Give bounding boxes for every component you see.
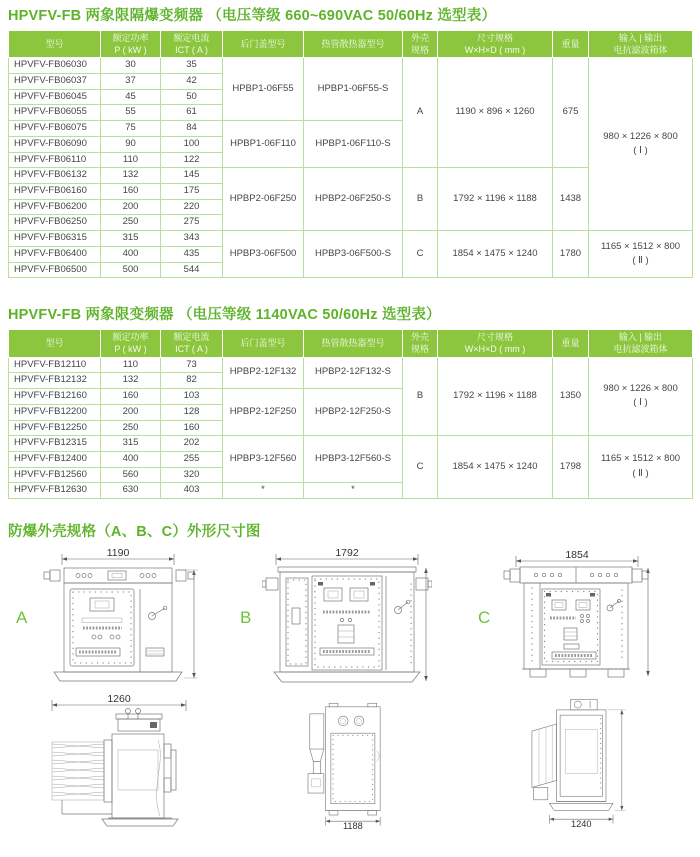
table-cell: 61 <box>161 105 223 121</box>
dimension-label: 1792 <box>335 548 359 560</box>
column-header: 额定电流 ICT ( A ) <box>161 31 223 58</box>
table-cell: HPVFV-FB12160 <box>9 389 101 405</box>
table-cell: 544 <box>161 262 223 278</box>
dimension-label: 1188 <box>342 821 363 831</box>
table-cell: HPBP2-06F250 <box>223 168 304 231</box>
table-cell: 1792 × 1196 × 1188 <box>438 357 553 436</box>
dimension-drawings <box>0 546 700 830</box>
table-cell: HPBP1-06F110-S <box>304 121 403 168</box>
column-header: 重量 <box>553 31 589 58</box>
table-cell: HPBP2-12F132-S <box>304 357 403 388</box>
table-cell: HPVFV-FB12315 <box>9 436 101 452</box>
table-cell: 100 <box>161 136 223 152</box>
table-cell: 200 <box>101 404 161 420</box>
table-cell: 82 <box>161 373 223 389</box>
table-cell: 1190 × 896 × 1260 <box>438 58 553 168</box>
enclosure-b-side-drawing <box>296 698 408 835</box>
table-row <box>9 231 693 247</box>
enclosure-c-front-drawing <box>498 550 653 690</box>
table-cell: 275 <box>161 215 223 231</box>
table-cell: HPBP1-06F55-S <box>304 58 403 121</box>
dimension-label: 1190 <box>106 548 130 560</box>
table-cell: HPBP2-06F250-S <box>304 168 403 231</box>
table-cell: HPBP3-12F560 <box>223 436 304 483</box>
table-cell: HPVFV-FB06030 <box>9 58 101 74</box>
table-cell: B <box>403 357 438 436</box>
table-cell: 103 <box>161 389 223 405</box>
table-cell: HPBP3-06F500-S <box>304 231 403 278</box>
column-header: 后门盖型号 <box>223 31 304 58</box>
figure-label-b: B <box>240 608 252 628</box>
table-cell: 255 <box>161 451 223 467</box>
table-cell: 250 <box>101 215 161 231</box>
table-cell: 160 <box>101 389 161 405</box>
table-row <box>9 436 693 452</box>
enclosure-c-side-drawing <box>512 694 640 833</box>
table-cell: HPVFV-FB06250 <box>9 215 101 231</box>
table-cell: 73 <box>161 357 223 373</box>
column-header: 型号 <box>9 330 101 357</box>
column-header: 额定功率 P ( kW ) <box>101 31 161 58</box>
table-cell: HPBP2-12F250 <box>223 389 304 436</box>
header-row <box>9 330 693 357</box>
table-cell: 1780 <box>553 231 589 278</box>
table-cell: 320 <box>161 467 223 483</box>
table-cell: C <box>403 231 438 278</box>
table-cell: HPVFV-FB12560 <box>9 467 101 483</box>
dimension-label: 1240 <box>571 819 592 829</box>
table-cell: 1792 × 1196 × 1188 <box>438 168 553 231</box>
table-cell: 37 <box>101 74 161 90</box>
table-cell: 315 <box>101 231 161 247</box>
table-cell: HPVFV-FB06500 <box>9 262 101 278</box>
dimension-label: 1854 <box>565 550 589 562</box>
table-cell: 315 <box>101 436 161 452</box>
column-header: 外壳 规格 <box>403 31 438 58</box>
table-cell: HPBP2-12F132 <box>223 357 304 388</box>
table-cell: 110 <box>101 357 161 373</box>
table-cell: 160 <box>101 184 161 200</box>
table-cell: HPVFV-FB12400 <box>9 451 101 467</box>
table-cell: 45 <box>101 89 161 105</box>
column-header: 重量 <box>553 330 589 357</box>
table-cell: 500 <box>101 262 161 278</box>
table-cell: 1798 <box>553 436 589 499</box>
table-cell: HPBP3-06F500 <box>223 231 304 278</box>
table-cell: HPVFV-FB06037 <box>9 74 101 90</box>
table-cell: 1854 × 1475 × 1240 <box>438 436 553 499</box>
column-header: 热管散热器型号 <box>304 330 403 357</box>
table-cell: 132 <box>101 168 161 184</box>
table-cell: HPBP1-06F55 <box>223 58 304 121</box>
table-cell: * <box>304 483 403 499</box>
table-cell: 1165 × 1512 × 800 ( Ⅱ ) <box>589 436 693 499</box>
table-cell: 400 <box>101 246 161 262</box>
table-cell: 75 <box>101 121 161 137</box>
table-cell: 560 <box>101 467 161 483</box>
table1-title: HPVFV-FB 两象限隔爆变频器 （电压等级 660~690VAC 50/60Hz 选型表） <box>8 8 497 24</box>
table-cell: 202 <box>161 436 223 452</box>
table-cell: 675 <box>553 58 589 168</box>
table-cell: 1438 <box>553 168 589 231</box>
table-cell: HPVFV-FB12200 <box>9 404 101 420</box>
table-cell: 50 <box>161 89 223 105</box>
table-cell: 1350 <box>553 357 589 436</box>
table-cell: HPVFV-FB06160 <box>9 184 101 200</box>
table-row <box>9 357 693 373</box>
dimension-label: 1260 <box>107 693 131 706</box>
table-cell: HPVFV-FB12132 <box>9 373 101 389</box>
column-header: 热管散热器型号 <box>304 31 403 58</box>
table-cell: 200 <box>101 199 161 215</box>
table-cell: HPVFV-FB06200 <box>9 199 101 215</box>
table-cell: 220 <box>161 199 223 215</box>
table-cell: 343 <box>161 231 223 247</box>
table-cell: 122 <box>161 152 223 168</box>
table-cell: 1165 × 1512 × 800 ( Ⅱ ) <box>589 231 693 278</box>
table-cell: HPVFV-FB06055 <box>9 105 101 121</box>
table-cell: 35 <box>161 58 223 74</box>
table-cell: 980 × 1226 × 800 ( Ⅰ ) <box>589 357 693 436</box>
table-cell: 110 <box>101 152 161 168</box>
table-cell: HPVFV-FB06045 <box>9 89 101 105</box>
enclosure-a-front-drawing <box>38 548 203 691</box>
table-cell: HPVFV-FB06400 <box>9 246 101 262</box>
table-cell: 1854 × 1475 × 1240 <box>438 231 553 278</box>
column-header: 后门盖型号 <box>223 330 304 357</box>
header-row <box>9 31 693 58</box>
table-cell: 403 <box>161 483 223 499</box>
table-cell: B <box>403 168 438 231</box>
table-cell: HPVFV-FB12110 <box>9 357 101 373</box>
figure-label-a: A <box>16 608 28 628</box>
table-cell: C <box>403 436 438 499</box>
table-cell: 630 <box>101 483 161 499</box>
table-cell: 55 <box>101 105 161 121</box>
enclosure-b-front-drawing <box>262 548 432 693</box>
table-cell: HPVFV-FB12250 <box>9 420 101 436</box>
table-cell: 980 × 1226 × 800 ( Ⅰ ) <box>589 58 693 231</box>
table-cell: * <box>223 483 304 499</box>
table-cell: 30 <box>101 58 161 74</box>
selection-table-660-690v <box>8 30 693 278</box>
table-cell: HPBP2-12F250-S <box>304 389 403 436</box>
drawings-section-title: 防爆外壳规格（A、B、C）外形尺寸图 <box>8 524 261 541</box>
column-header: 额定功率 P ( kW ) <box>101 330 161 357</box>
table2-title: HPVFV-FB 两象限变频器 （电压等级 1140VAC 50/60Hz 选型表） <box>8 307 441 324</box>
table-cell: 145 <box>161 168 223 184</box>
table-cell: HPVFV-FB06090 <box>9 136 101 152</box>
table-cell: 175 <box>161 184 223 200</box>
column-header: 尺寸规格 W×H×D ( mm ) <box>438 31 553 58</box>
table-cell: 128 <box>161 404 223 420</box>
table-cell: HPBP3-12F560-S <box>304 436 403 483</box>
table-cell: 435 <box>161 246 223 262</box>
table-cell: HPBP1-06F110 <box>223 121 304 168</box>
table-cell: 90 <box>101 136 161 152</box>
column-header: 额定电流 ICT ( A ) <box>161 330 223 357</box>
figure-label-c: C <box>478 608 491 628</box>
table-cell: HPVFV-FB06132 <box>9 168 101 184</box>
table-cell: 160 <box>161 420 223 436</box>
column-header: 尺寸规格 W×H×D ( mm ) <box>438 330 553 357</box>
table-cell: HPVFV-FB06110 <box>9 152 101 168</box>
column-header: 型号 <box>9 31 101 58</box>
table-row <box>9 58 693 74</box>
table-cell: 400 <box>101 451 161 467</box>
table-cell: A <box>403 58 438 168</box>
column-header: 输入 | 输出 电抗滤波箱体 <box>589 330 693 357</box>
table-cell: 132 <box>101 373 161 389</box>
table-cell: 84 <box>161 121 223 137</box>
column-header: 外壳 规格 <box>403 330 438 357</box>
selection-table-1140v <box>8 329 693 499</box>
enclosure-a-side-drawing <box>38 692 203 835</box>
table-cell: HPVFV-FB06315 <box>9 231 101 247</box>
column-header: 输入 | 输出 电抗滤波箱体 <box>589 31 693 58</box>
table-cell: 250 <box>101 420 161 436</box>
table-cell: HPVFV-FB06075 <box>9 121 101 137</box>
table-cell: 42 <box>161 74 223 90</box>
table-cell: HPVFV-FB12630 <box>9 483 101 499</box>
